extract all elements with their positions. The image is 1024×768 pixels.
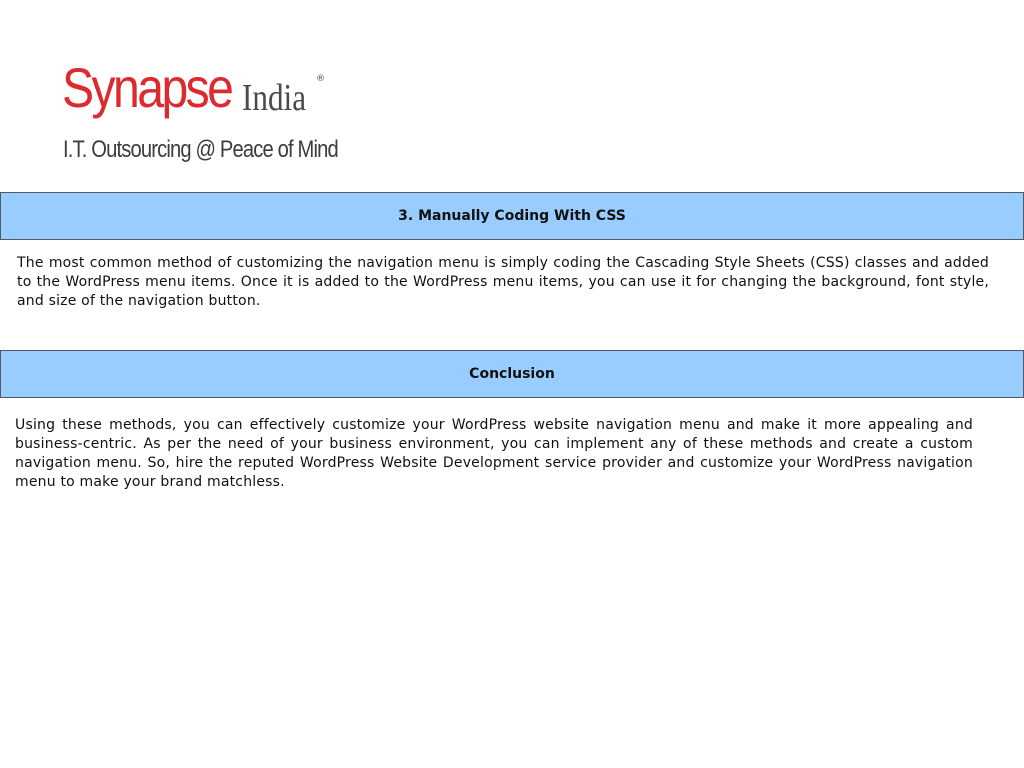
section-heading-manual-css: 3. Manually Coding With CSS (0, 192, 1024, 240)
logo-brand-india: India (242, 77, 307, 119)
section-body-conclusion: Using these methods, you can effectively customize your WordPress website navigation menu and make it more appealing and business-centric. As per the need of your business environment, you can implement any of these methods and create a custom navigation menu. So, hire the reputed WordPress Website Development service provider and customize your WordPress navigation menu to make your brand matchless. (15, 417, 973, 490)
logo-brand-synapse: Synapse (62, 56, 232, 119)
section-heading-conclusion: Conclusion (0, 350, 1024, 398)
section-body-manual-css: The most common method of customizing the navigation menu is simply coding the Cascading Style Sheets (CSS) classes and added to the WordPress menu items. Once it is added to the WordPress menu items, you can use it for changing the background, font style, and size of the navigation button. (17, 255, 989, 309)
registered-mark-icon: ® (316, 74, 325, 84)
logo-tagline: I.T. Outsourcing @ Peace of Mind (63, 136, 338, 163)
synapseindia-logo (62, 56, 338, 170)
logo-wordmark (62, 56, 325, 119)
